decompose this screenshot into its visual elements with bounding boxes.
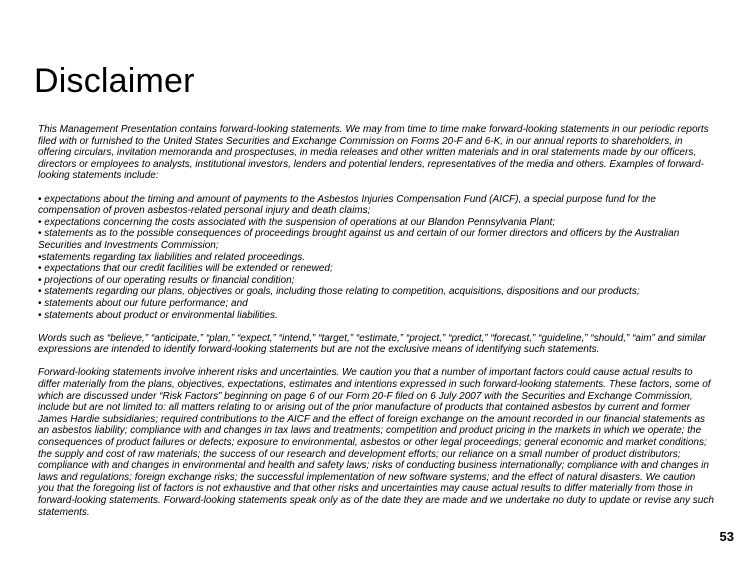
risk-factors-paragraph: Forward-looking statements involve inherent risks and uncertainties. We caution you that a number of important factors could cause actual results to differ materially from the plans, objectives, expectations, estimates and intentions expressed in such forward-looking statements. These factors, some of which are discussed under “Risk Factors” beginning on page 6 of our Form 20-F filed on 6 July 2007 with the Securities and Exchange Commission, include but are not limited to: all matters relating to or arising out of the prior manufacture of products that contained asbestos by current and former James Hardie subsidiaries; required contributions to the AICF and the effect of foreign exchange on the amount recorded in our financial statements as an asbestos liability; compliance with and changes in tax laws and treatments; competition and product pricing in the markets in which we operate; the consequences of product failures or defects; exposure to environmental, asbestos or other legal proceedings; general economic and market conditions; the supply and cost of raw materials; the success of our research and development efforts; our reliance on a small number of product distributors; compliance with and changes in environmental and health and safety laws; risks of conducting business internationally; compliance with and changes in laws and regulations; foreign exchange risks; the successful implementation of new software systems; and the effect of natural disasters. We caution you that the foregoing list of factors is not exhaustive and that other risks and uncertainties may cause actual results to differ materially from those in forward-looking statements. Forward-looking statements speak only as of the date they are made and we undertake no duty to update or revise any such statements. (38, 367, 714, 518)
disclaimer-body (38, 124, 714, 518)
list-item: • expectations that our credit facilities will be extended or renewed; (38, 263, 333, 275)
list-item: • statements regarding our plans, objectives or goals, including those relating to competition, acquisitions, dispositions and our products; (38, 286, 640, 298)
words-paragraph: Words such as “believe,” “anticipate,” “plan,” “expect,” “intend,” “target,” “estimate,” “project,” “predict,” “forecast,” “guideline,” “should,” “aim” and similar expressions are intended to identify forward-looking statements but are not the exclusive means of identifying such statements. (38, 332, 706, 356)
list-item: • expectations concerning the costs associated with the suspension of operations at our Blandon Pennsylvania Plant; (38, 216, 556, 228)
forward-looking-examples-list (38, 194, 714, 322)
paragraph-spacer (38, 356, 714, 368)
list-item: • statements about product or environmental liabilities. (38, 309, 278, 321)
page-number: 53 (719, 529, 734, 544)
list-item: • expectations about the timing and amount of payments to the Asbestos Injuries Compensation Fund (AICF), a special purpose fund for the compensation of proven asbestos-related personal injury and death claims; (38, 193, 656, 217)
list-item: • statements as to the possible consequences of proceedings brought against us and certain of our former directors and officers by the Australian Securities and Investments Commission; (38, 228, 680, 251)
list-item: • projections of our operating results or financial condition; (38, 274, 295, 286)
list-item: •statements regarding tax liabilities and related proceedings. (38, 251, 305, 263)
paragraph-spacer (38, 321, 714, 333)
intro-paragraph: This Management Presentation contains forward-looking statements. We may from time to time make forward-looking statements in our periodic reports filed with or furnished to the United States Securities and Exchange Commission on Forms 20-F and 6-K, in our annual reports to shareholders, in offering circulars, invitation memoranda and prospectuses, in media releases and other written materials and in oral statements made by our officers, directors or employees to analysts, institutional investors, lenders and potential lenders, representatives of the media and others. Examples of forward-looking statements include: (38, 124, 709, 182)
paragraph-spacer (38, 182, 714, 194)
slide-title: Disclaimer (34, 62, 195, 100)
list-item: • statements about our future performance; and (38, 297, 248, 309)
